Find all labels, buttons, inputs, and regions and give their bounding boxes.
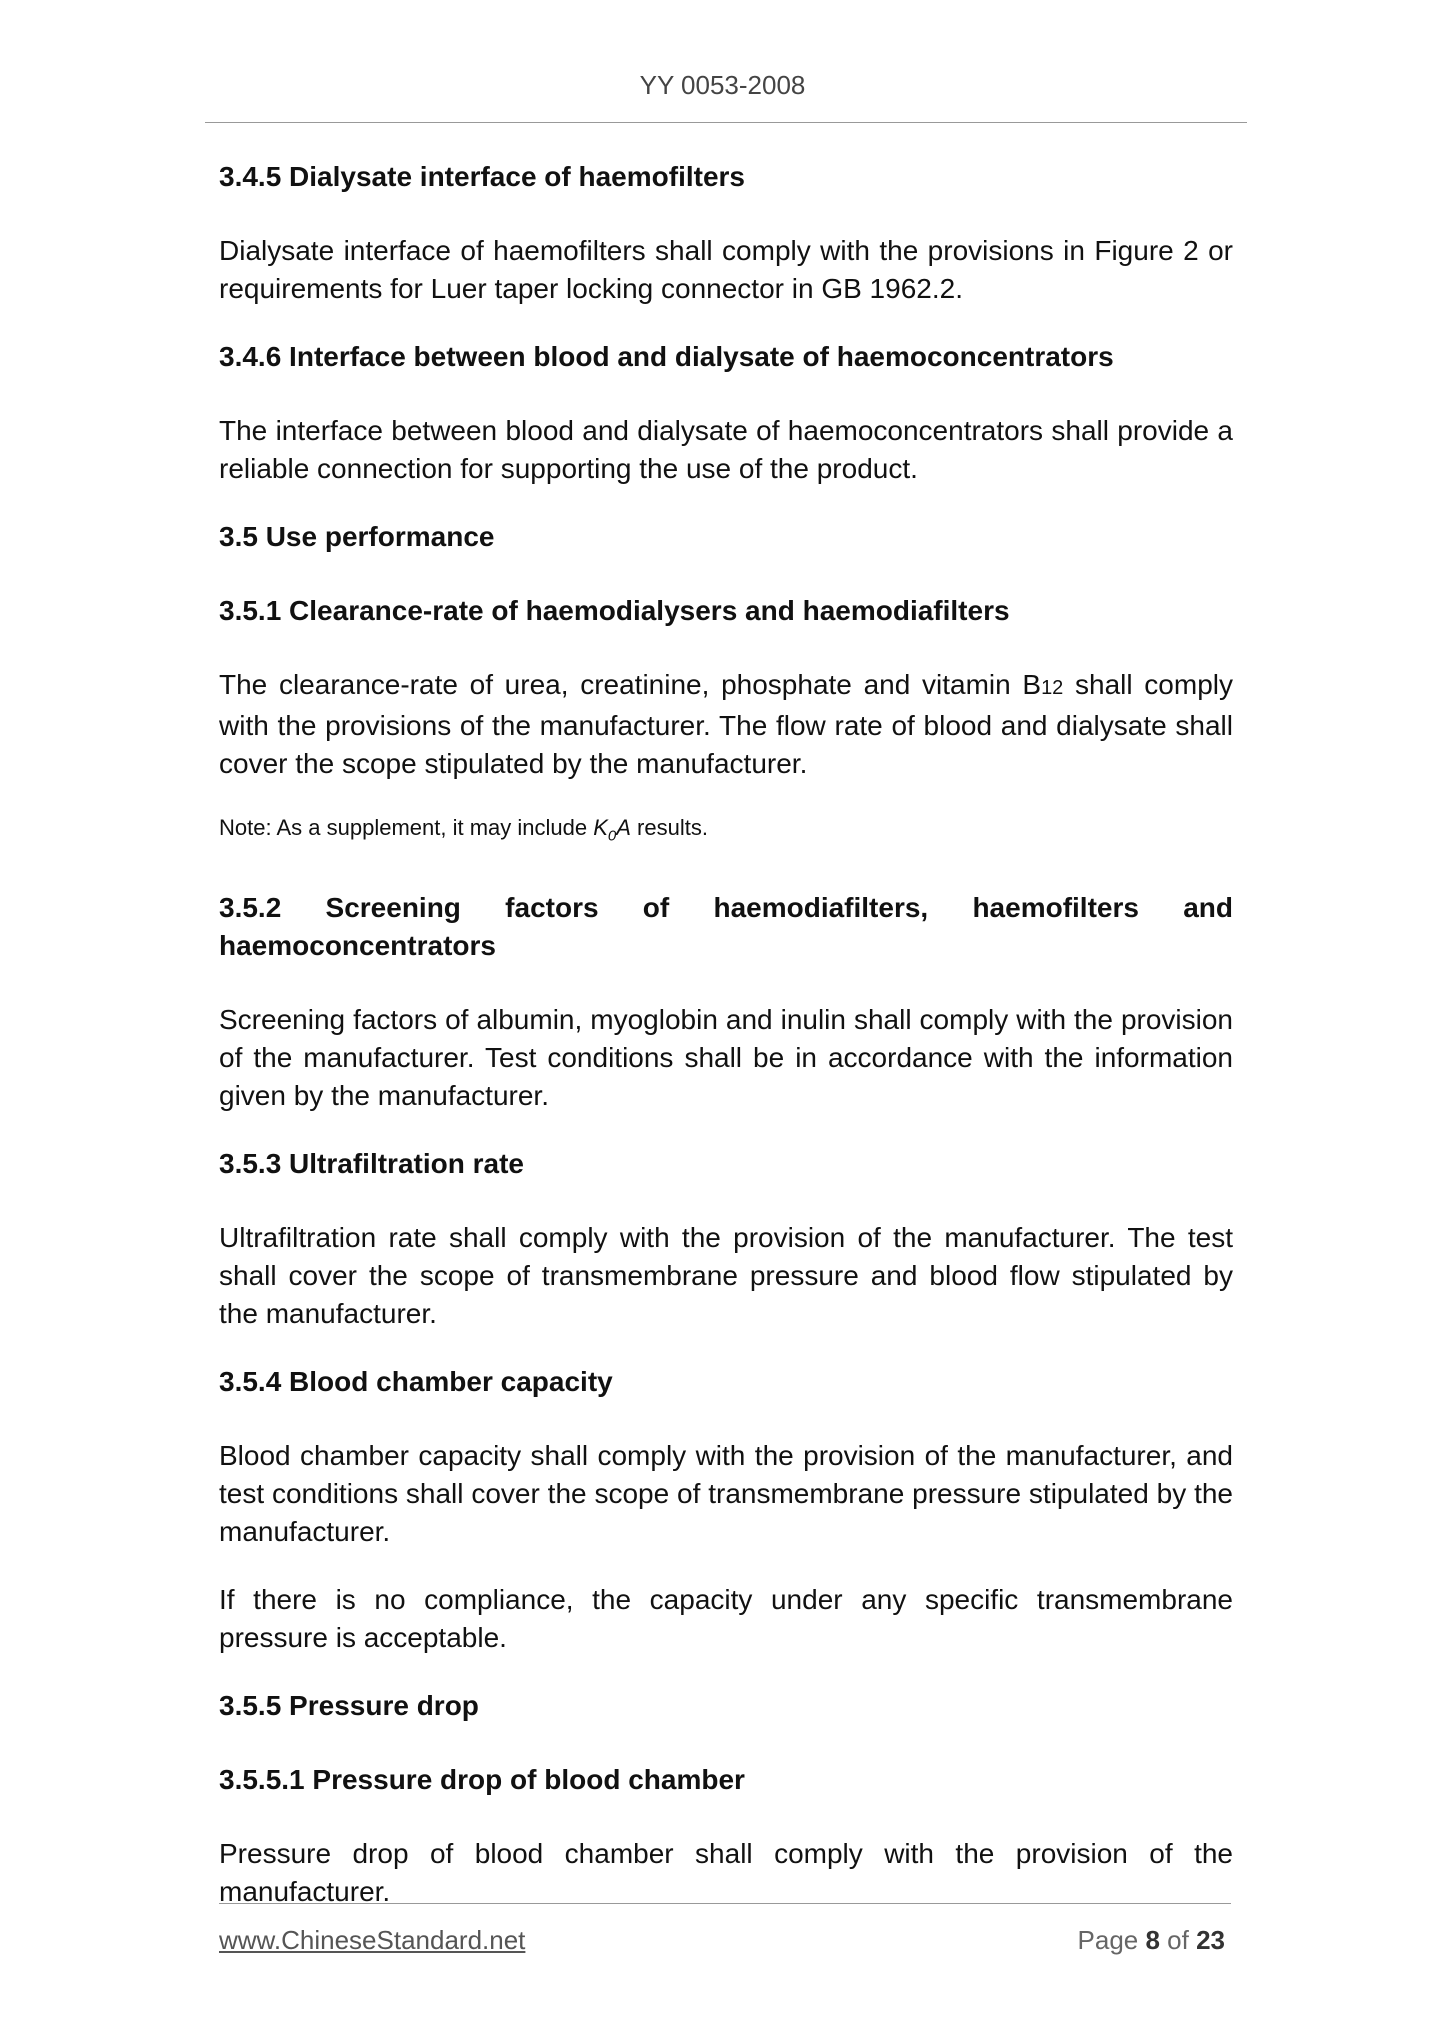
- heading-3-5-3: 3.5.3 Ultrafiltration rate: [219, 1148, 524, 1180]
- header-divider: [205, 122, 1247, 123]
- paragraph-3-5-1-pre: The clearance-rate of urea, creatinine, phosphate and vitamin B: [219, 669, 1042, 700]
- note-k: K: [593, 815, 608, 840]
- website-link[interactable]: www.ChineseStandard.net: [219, 1925, 526, 1955]
- paragraph-3-5-5-1: Pressure drop of blood chamber shall comply with the provision of the manufacturer.: [219, 1838, 1233, 1908]
- paragraph-3-4-6: The interface between blood and dialysate of haemoconcentrators shall provide a reliable connection for supporting the use of the product.: [219, 415, 1233, 484]
- heading-3-5-2: 3.5.2 Screening factors of haemodiafilters, haemofilters and haemoconcentrators: [219, 892, 1233, 962]
- note-3-5-1: [219, 813, 1233, 851]
- heading-3-5-1: 3.5.1 Clearance-rate of haemodialysers and haemodiafilters: [219, 595, 1010, 626]
- page-mid: of: [1159, 1925, 1197, 1955]
- page-current: 8: [1145, 1925, 1160, 1955]
- paragraph-3-5-1-post: shall comply with the provisions of the manufacturer. The flow rate of blood and dialysate shall cover the scope stipulated by the manufacturer.: [219, 669, 1233, 779]
- heading-3-5-5: 3.5.5 Pressure drop: [219, 1690, 479, 1722]
- paragraph-3-5-4-b: If there is no compliance, the capacity under any specific transmembrane pressure is acceptable.: [219, 1584, 1233, 1654]
- paragraph-3-4-5: Dialysate interface of haemofilters shall comply with the provisions in Figure 2 or requirements for Luer taper locking connector in GB 1962.2.: [219, 235, 1233, 304]
- note-k-subscript: 0: [607, 827, 617, 845]
- note-post: results.: [630, 815, 708, 840]
- note-pre: Note: As a supplement, it may include: [219, 815, 594, 840]
- paragraph-3-5-3: Ultrafiltration rate shall comply with the provision of the manufacturer. The test shall cover the scope of transmembrane pressure and blood flow stipulated by the manufacturer.: [219, 1222, 1233, 1330]
- page-prefix: Page: [1077, 1925, 1146, 1955]
- page-number: [1078, 1925, 1225, 1956]
- page-content: [219, 158, 1233, 1941]
- heading-3-4-6: 3.4.6 Interface between blood and dialysate of haemoconcentrators: [219, 341, 1114, 372]
- running-header: YY 0053-2008: [639, 70, 806, 100]
- paragraph-3-5-2: Screening factors of albumin, myoglobin and inulin shall comply with the provision of the manufacturer. Test conditions shall be in accordance with the information given by the manufacturer.: [219, 1004, 1233, 1112]
- footer-divider: [219, 1903, 1231, 1904]
- note-a: A: [616, 815, 631, 840]
- paragraph-3-5-1: [219, 666, 1233, 783]
- vitamin-subscript: 12: [1041, 677, 1064, 699]
- paragraph-3-5-4-a: Blood chamber capacity shall comply with the provision of the manufacturer, and test conditions shall cover the scope of transmembrane pressure stipulated by the manufacturer.: [219, 1440, 1233, 1548]
- heading-3-5: 3.5 Use performance: [219, 521, 495, 552]
- heading-3-5-5-1: 3.5.5.1 Pressure drop of blood chamber: [219, 1764, 745, 1796]
- heading-3-4-5: 3.4.5 Dialysate interface of haemofilters: [219, 161, 745, 192]
- page-total: 23: [1196, 1925, 1225, 1955]
- heading-3-5-4: 3.5.4 Blood chamber capacity: [219, 1366, 613, 1398]
